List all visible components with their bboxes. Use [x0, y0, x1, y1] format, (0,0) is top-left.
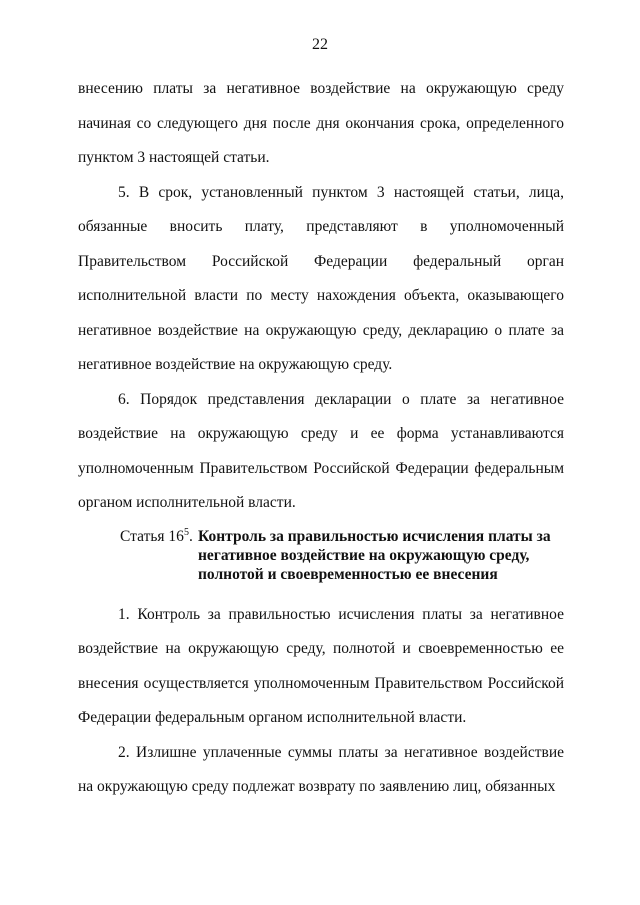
- article-heading: [78, 527, 564, 584]
- paragraph-article-item-2: 2. Излишне уплаченные суммы платы за негативное воздействие на окружающую среду подлежат возврату по заявлению лиц, обязанных: [78, 743, 564, 795]
- article-title-line: полнотой и своевременностью ее внесения: [198, 565, 498, 583]
- article-title-line: негативное воздействие на окружающую среду,: [198, 546, 530, 564]
- page-number: 22: [312, 36, 328, 53]
- article-label-sup: 5: [183, 526, 189, 538]
- article-title: [198, 527, 564, 584]
- paragraph-item-5: 5. В срок, установленный пунктом 3 настоящей статьи, лица, обязанные вносить плату, представляют в уполномоченный Правительством Российской Федерации федеральный орган исполнительной власти по месту нахождения объекта, оказывающего негативное воздействие на окружающую среду, декларацию о плате за негативное воздействие на окружающую среду.: [78, 183, 564, 373]
- article-label-text: Статья 16: [120, 527, 184, 545]
- paragraph-item-6: 6. Порядок представления декларации о плате за негативное воздействие на окружающую среду и ее форма устанавливаются уполномоченным Правительством Российской Федерации федеральным органом исполнительной власти.: [78, 390, 564, 511]
- document-body: [78, 72, 564, 805]
- article-label: [78, 527, 198, 584]
- article-label-suffix: .: [188, 527, 193, 545]
- article-title-line: Контроль за правильностью исчисления платы за: [198, 527, 551, 545]
- paragraph-article-item-1: 1. Контроль за правильностью исчисления платы за негативное воздействие на окружающую среду, полнотой и своевременностью ее внесения осуществляется уполномоченным Правительством Российской Федерации федеральным органом исполнительной власти.: [78, 605, 564, 726]
- paragraph-continuation: внесению платы за негативное воздействие на окружающую среду начиная со следующего дня после дня окончания срока, определенного пунктом 3 настоящей статьи.: [78, 80, 564, 166]
